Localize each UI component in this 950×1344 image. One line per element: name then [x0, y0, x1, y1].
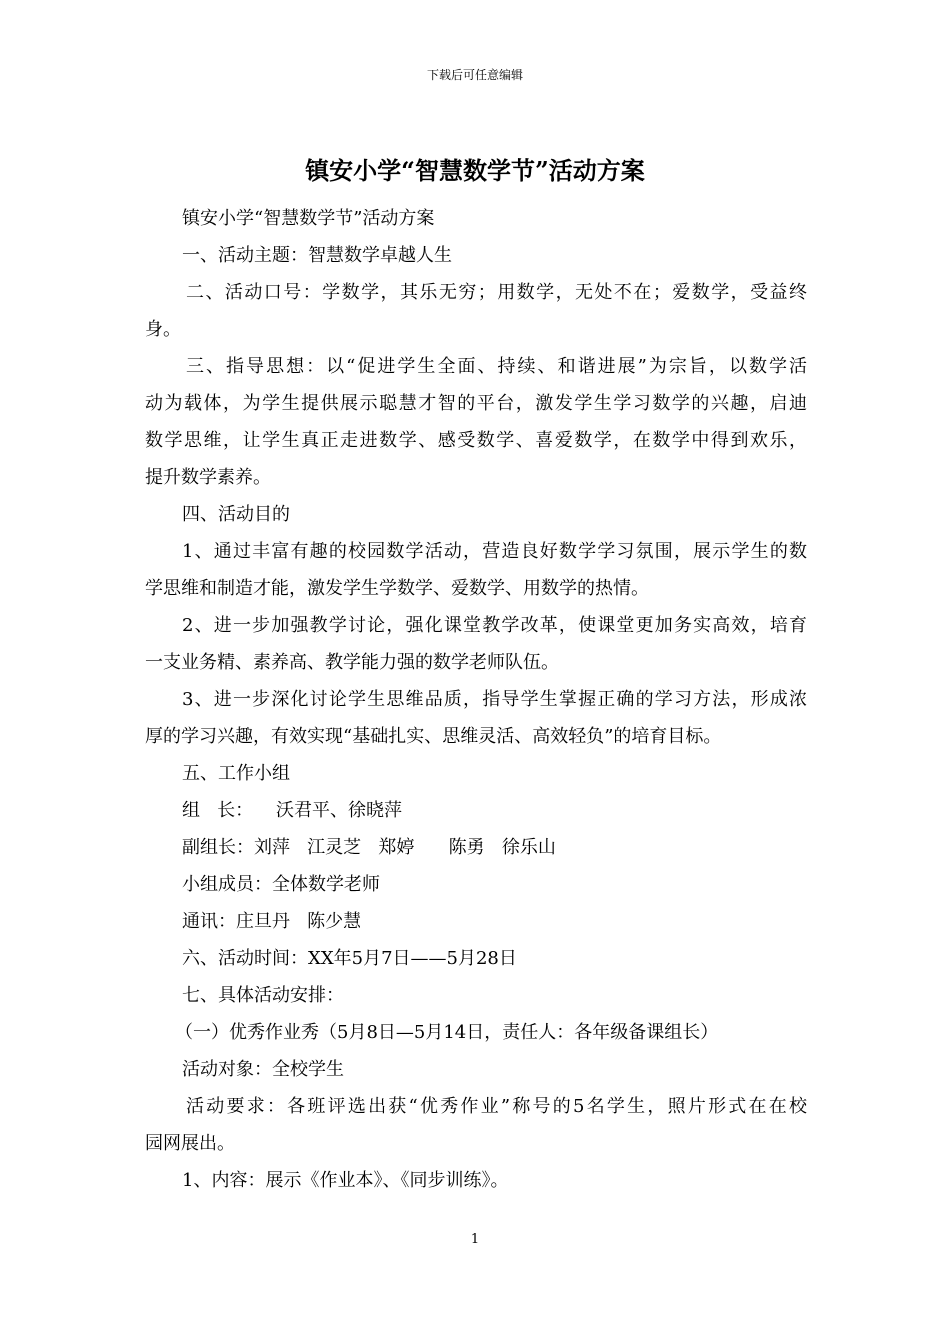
text-line: 1、内容：展示《作业本》、《同步训练》。: [182, 1170, 509, 1191]
text-line: 3、进一步深化讨论学生思维品质，指导学生掌握正确的学习方法，形成浓: [182, 689, 807, 710]
text-line: 镇安小学“智慧数学节”活动方案: [182, 208, 435, 229]
text-line: 一支业务精、素养高、教学能力强的数学老师队伍。: [145, 652, 559, 673]
text-line: 七、具体活动安排：: [182, 985, 344, 1006]
text-line: 四、活动目的: [182, 504, 290, 525]
text-line: 园网展出。: [145, 1133, 235, 1154]
text-line: 厚的学习兴趣，有效实现“基础扎实、思维灵活、高效轻负”的培育目标。: [145, 726, 722, 747]
text-line: 六、活动时间：XX年5月7日——5月28日: [182, 948, 517, 969]
text-line: 活动要求：各班评选出获“优秀作业”称号的5名学生，照片形式在在校: [186, 1096, 807, 1117]
text-line: 1、通过丰富有趣的校园数学活动，营造良好数学学习氛围，展示学生的数: [182, 541, 807, 562]
header-note: 下载后可任意编辑: [426, 68, 523, 82]
text-line: 一、活动主题：智慧数学卓越人生: [182, 245, 452, 266]
document-title: 镇安小学“智慧数学节”活动方案: [305, 156, 645, 185]
text-line: 小组成员：全体数学老师: [182, 874, 380, 895]
text-line: 数学思维，让学生真正走进数学、感受数学、喜爱数学，在数学中得到欢乐，: [145, 430, 807, 451]
text-line: 身。: [145, 319, 181, 340]
text-line: 三、指导思想：以“促进学生全面、持续、和谐进展”为宗旨，以数学活: [186, 356, 807, 377]
text-line: 动为载体，为学生提供展示聪慧才智的平台，激发学生学习数学的兴趣，启迪: [145, 393, 807, 414]
text-line: 五、工作小组: [182, 763, 290, 784]
document-body: [145, 200, 807, 1199]
text-line: 提升数学素养。: [145, 467, 271, 488]
text-line: 副组长：刘萍 江灵芝 郑婷 陈勇 徐乐山: [182, 837, 556, 858]
text-line: （一）优秀作业秀（5月8日—5月14日，责任人：各年级备课组长）: [175, 1022, 719, 1043]
text-line: 组 长： 沃君平、徐晓萍: [182, 800, 403, 821]
page-number: 1: [470, 1232, 480, 1247]
text-line: 活动对象：全校学生: [182, 1059, 344, 1080]
text-line: 二、活动口号：学数学，其乐无穷；用数学，无处不在；爱数学，受益终: [186, 282, 807, 303]
text-line: 学思维和制造才能，激发学生学数学、爱数学、用数学的热情。: [145, 578, 649, 599]
text-line: 2、进一步加强教学讨论，强化课堂教学改革，使课堂更加务实高效，培育: [182, 615, 807, 636]
text-line: 通讯：庄旦丹 陈少慧: [182, 911, 362, 932]
